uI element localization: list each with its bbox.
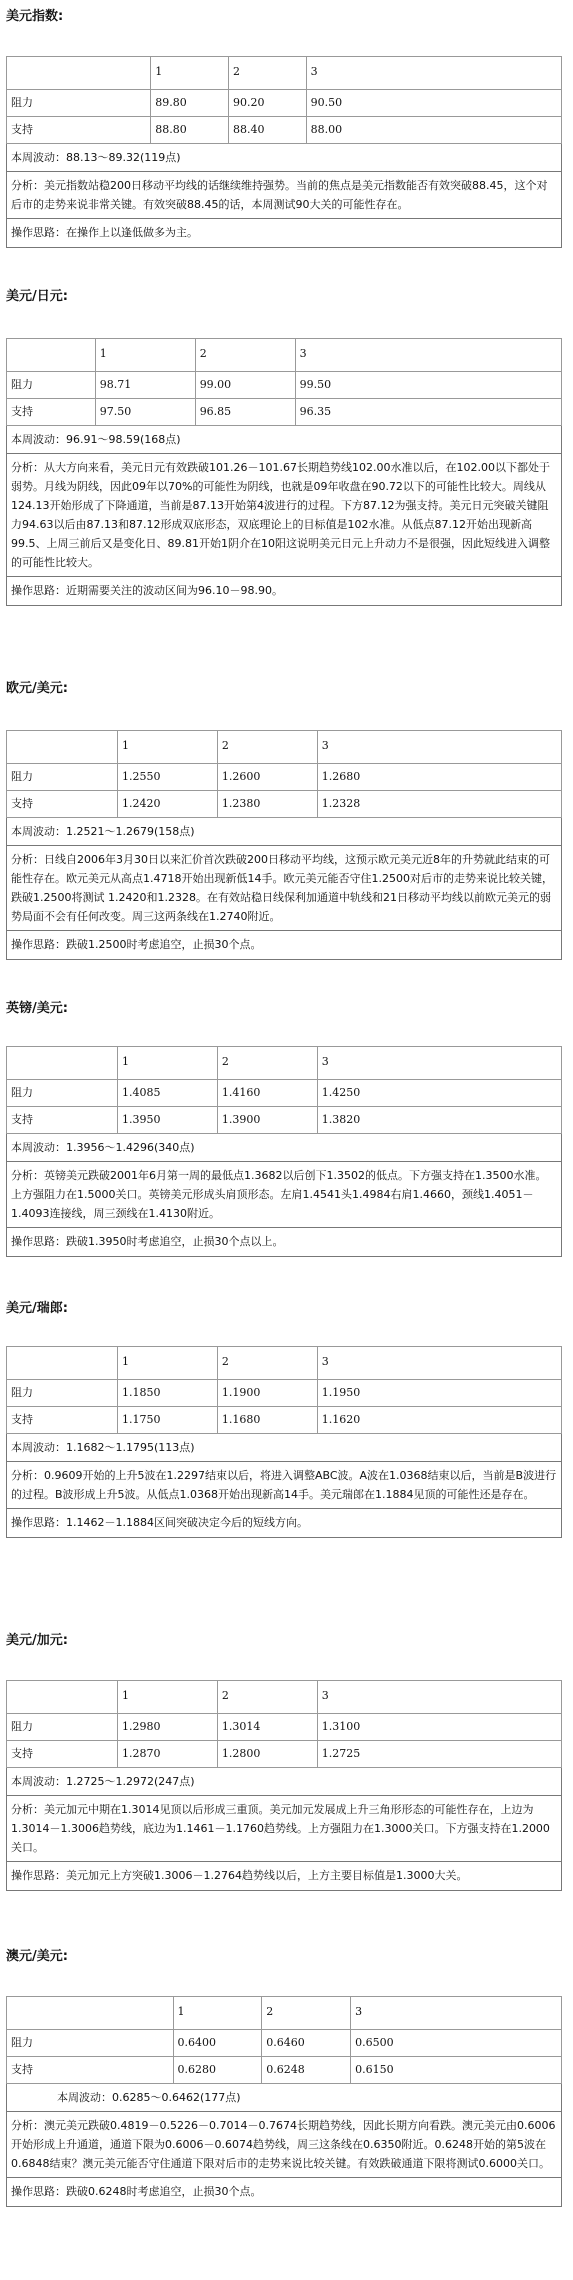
level-value: 96.35 bbox=[295, 399, 561, 426]
col-header-1: 1 bbox=[118, 1347, 218, 1380]
level-value: 1.2328 bbox=[317, 791, 561, 818]
level-value: 1.1750 bbox=[118, 1407, 218, 1434]
weekly-range: 本周波动：1.2725～1.2972(247点) bbox=[6, 1768, 562, 1796]
table-header-row bbox=[7, 339, 562, 372]
level-value: 1.1620 bbox=[317, 1407, 561, 1434]
levels-table bbox=[6, 1346, 562, 1434]
header-blank bbox=[7, 1997, 174, 2030]
col-header-2: 2 bbox=[217, 1347, 317, 1380]
level-value: 1.2550 bbox=[118, 764, 218, 791]
level-value: 99.50 bbox=[295, 372, 561, 399]
level-value: 1.2870 bbox=[118, 1741, 218, 1768]
analysis-text: 分析：美元加元中期在1.3014见顶以后形成三重顶。美元加元发展成上升三角形形态的可能性存在，上边为1.3014－1.3006趋势线，底边为1.1461－1.1760趋势线。上方强阻力在1.3000关口。下方强支持在1.2000关口。 bbox=[6, 1796, 562, 1862]
header-blank bbox=[7, 339, 96, 372]
table-header-row bbox=[7, 731, 562, 764]
section-title: 澳元/美元: bbox=[6, 1949, 68, 1964]
resistance-row bbox=[7, 2030, 562, 2057]
col-header-1: 1 bbox=[95, 339, 195, 372]
support-row bbox=[7, 2057, 562, 2084]
section-usd-index bbox=[6, 8, 562, 248]
analysis-text: 分析：美元指数站稳200日移动平均线的话继续维持强势。当前的焦点是美元指数能否有效突破88.45，这个对后市的走势来说非常关键。有效突破88.45的话，本周测试90大关的可能性存在。 bbox=[6, 172, 562, 219]
level-value: 1.2680 bbox=[317, 764, 561, 791]
col-header-2: 2 bbox=[217, 1681, 317, 1714]
col-header-2: 2 bbox=[217, 731, 317, 764]
header-blank bbox=[7, 1681, 118, 1714]
col-header-3: 3 bbox=[317, 1347, 561, 1380]
analysis-text: 分析：从大方向来看，美元日元有效跌破101.26－101.67长期趋势线102.00水准以后，在102.00以下都处于弱势。月线为阴线，因此09年以70%的可能性为阴线，也就是09年收盘在90.72以下的可能性比较大。周线从124.13开始形成了下降通道，当前是87.13开始第4波进行的过程。下方87.12为强支持。美元日元突破关键阻力94.63以后由87.13和87.12形成双底形态，双底理论上的目标值是102水准。从低点87.12开始出现新高99.5、上周三前后又是变化日、89.81开始1阴介在10阳这说明美元日元上升动力不是很强，因此短线进入调整的可能性比较大。 bbox=[6, 454, 562, 577]
level-value: 1.4160 bbox=[217, 1080, 317, 1107]
section-title: 欧元/美元: bbox=[6, 681, 68, 696]
level-value: 1.4085 bbox=[118, 1080, 218, 1107]
level-value: 0.6248 bbox=[262, 2057, 351, 2084]
table-header-row bbox=[7, 57, 562, 90]
col-header-2: 2 bbox=[195, 339, 295, 372]
col-header-3: 3 bbox=[317, 1047, 561, 1080]
resistance-row bbox=[7, 1380, 562, 1407]
level-value: 89.80 bbox=[151, 90, 229, 117]
row-label: 阻力 bbox=[7, 1080, 118, 1107]
weekly-range: 本周波动：88.13～89.32(119点) bbox=[6, 144, 562, 172]
analysis-text: 分析：0.9609开始的上升5波在1.2297结束以后，将进入调整ABC波。A波在1.0368结束以后，当前是B波进行的过程。B波形成上升5波。从低点1.0368开始出现新高14手。美元瑞郎在1.1884见顶的可能性还是存在。 bbox=[6, 1462, 562, 1509]
strategy-text: 操作思路：跌破0.6248时考虑追空，止损30个点。 bbox=[6, 2178, 562, 2207]
col-header-3: 3 bbox=[306, 57, 561, 90]
level-value: 90.50 bbox=[306, 90, 561, 117]
level-value: 88.40 bbox=[228, 117, 306, 144]
analysis-text: 分析：英镑美元跌破2001年6月第一周的最低点1.3682以后创下1.3502的低点。下方强支持在1.3500水准。上方强阻力在1.5000关口。英镑美元形成头肩顶形态。左肩1.4541头1.4984右肩1.4660，颈线1.4051－1.4093连接线，周三颈线在1.4130附近。 bbox=[6, 1162, 562, 1228]
level-value: 90.20 bbox=[228, 90, 306, 117]
level-value: 1.3900 bbox=[217, 1107, 317, 1134]
row-label: 支持 bbox=[7, 117, 151, 144]
level-value: 1.2725 bbox=[317, 1741, 561, 1768]
row-label: 阻力 bbox=[7, 1380, 118, 1407]
section-title: 美元指数: bbox=[6, 9, 64, 24]
level-value: 1.3820 bbox=[317, 1107, 561, 1134]
level-value: 1.2800 bbox=[217, 1741, 317, 1768]
table-header-row bbox=[7, 1681, 562, 1714]
weekly-range: 本周波动：1.1682～1.1795(113点) bbox=[6, 1434, 562, 1462]
level-value: 0.6150 bbox=[351, 2057, 562, 2084]
level-value: 1.3950 bbox=[118, 1107, 218, 1134]
support-row bbox=[7, 1107, 562, 1134]
levels-table bbox=[6, 1046, 562, 1134]
col-header-2: 2 bbox=[217, 1047, 317, 1080]
header-blank bbox=[7, 57, 151, 90]
section-usd-chf bbox=[6, 1300, 562, 1538]
level-value: 1.4250 bbox=[317, 1080, 561, 1107]
row-label: 阻力 bbox=[7, 764, 118, 791]
header-blank bbox=[7, 1347, 118, 1380]
strategy-text: 操作思路：1.1462－1.1884区间突破决定今后的短线方向。 bbox=[6, 1509, 562, 1538]
level-value: 1.2420 bbox=[118, 791, 218, 818]
section-aud-usd bbox=[6, 1948, 562, 2207]
level-value: 0.6460 bbox=[262, 2030, 351, 2057]
level-value: 96.85 bbox=[195, 399, 295, 426]
level-value: 1.1900 bbox=[217, 1380, 317, 1407]
level-value: 97.50 bbox=[95, 399, 195, 426]
header-blank bbox=[7, 731, 118, 764]
section-usd-cad bbox=[6, 1632, 562, 1891]
level-value: 0.6400 bbox=[173, 2030, 262, 2057]
section-eur-usd bbox=[6, 680, 562, 960]
col-header-1: 1 bbox=[118, 731, 218, 764]
row-label: 支持 bbox=[7, 2057, 174, 2084]
resistance-row bbox=[7, 90, 562, 117]
support-row bbox=[7, 1741, 562, 1768]
analysis-text: 分析：澳元美元跌破0.4819－0.5226－0.7014－0.7674长期趋势线，因此长期方向看跌。澳元美元由0.6006开始形成上升通道，通道下限为0.6006－0.6074趋势线，周三这条线在0.6350附近。0.6248开始的第5波在0.6848结束？澳元美元能否守住通道下限对后市的走势来说比较关键。有效跌破通道下限将测试0.6000关口。 bbox=[6, 2112, 562, 2178]
weekly-range: 本周波动：0.6285～0.6462(177点) bbox=[6, 2084, 562, 2112]
col-header-3: 3 bbox=[317, 1681, 561, 1714]
row-label: 支持 bbox=[7, 1107, 118, 1134]
strategy-text: 操作思路：在操作上以逢低做多为主。 bbox=[6, 219, 562, 248]
resistance-row bbox=[7, 764, 562, 791]
weekly-range: 本周波动：1.3956～1.4296(340点) bbox=[6, 1134, 562, 1162]
strategy-text: 操作思路：美元加元上方突破1.3006－1.2764趋势线以后，上方主要目标值是1.3000大关。 bbox=[6, 1862, 562, 1891]
section-title: 美元/日元: bbox=[6, 289, 68, 304]
col-header-1: 1 bbox=[118, 1047, 218, 1080]
support-row bbox=[7, 1407, 562, 1434]
section-usd-jpy bbox=[6, 288, 562, 606]
strategy-text: 操作思路：跌破1.2500时考虑追空，止损30个点。 bbox=[6, 931, 562, 960]
row-label: 支持 bbox=[7, 1407, 118, 1434]
level-value: 1.3100 bbox=[317, 1714, 561, 1741]
col-header-1: 1 bbox=[118, 1681, 218, 1714]
level-value: 1.2600 bbox=[217, 764, 317, 791]
level-value: 1.1950 bbox=[317, 1380, 561, 1407]
strategy-text: 操作思路：近期需要关注的波动区间为96.10－98.90。 bbox=[6, 577, 562, 606]
section-title: 美元/加元: bbox=[6, 1633, 68, 1648]
col-header-3: 3 bbox=[351, 1997, 562, 2030]
row-label: 支持 bbox=[7, 791, 118, 818]
level-value: 1.2380 bbox=[217, 791, 317, 818]
level-value: 98.71 bbox=[95, 372, 195, 399]
col-header-2: 2 bbox=[262, 1997, 351, 2030]
row-label: 阻力 bbox=[7, 372, 96, 399]
level-value: 1.3014 bbox=[217, 1714, 317, 1741]
row-label: 阻力 bbox=[7, 2030, 174, 2057]
levels-table bbox=[6, 1996, 562, 2084]
resistance-row bbox=[7, 1714, 562, 1741]
col-header-3: 3 bbox=[317, 731, 561, 764]
weekly-range: 本周波动：96.91～98.59(168点) bbox=[6, 426, 562, 454]
levels-table bbox=[6, 730, 562, 818]
level-value: 88.80 bbox=[151, 117, 229, 144]
level-value: 1.1850 bbox=[118, 1380, 218, 1407]
analysis-text: 分析：日线自2006年3月30日以来汇价首次跌破200日移动平均线，这预示欧元美元近8年的升势就此结束的可能性存在。欧元美元从高点1.4718开始出现新低14手。欧元美元能否守住1.2500对后市的走势来说比较关键，跌破1.2500将测试 1.2420和1.2328。在有效站稳日线保利加通道中轨线和21日移动平均线以前欧元美元的弱势局面不会有任何改变。周三这两条线在1.2740附近。 bbox=[6, 846, 562, 931]
support-row bbox=[7, 791, 562, 818]
table-header-row bbox=[7, 1347, 562, 1380]
strategy-text: 操作思路：跌破1.3950时考虑追空，止损30个点以上。 bbox=[6, 1228, 562, 1257]
table-header-row bbox=[7, 1047, 562, 1080]
levels-table bbox=[6, 338, 562, 426]
level-value: 1.1680 bbox=[217, 1407, 317, 1434]
level-value: 88.00 bbox=[306, 117, 561, 144]
resistance-row bbox=[7, 372, 562, 399]
section-gbp-usd bbox=[6, 1000, 562, 1257]
section-title: 美元/瑞郎: bbox=[6, 1301, 68, 1316]
row-label: 阻力 bbox=[7, 90, 151, 117]
level-value: 0.6280 bbox=[173, 2057, 262, 2084]
support-row bbox=[7, 117, 562, 144]
row-label: 支持 bbox=[7, 399, 96, 426]
table-header-row bbox=[7, 1997, 562, 2030]
col-header-1: 1 bbox=[173, 1997, 262, 2030]
level-value: 99.00 bbox=[195, 372, 295, 399]
levels-table bbox=[6, 1680, 562, 1768]
col-header-3: 3 bbox=[295, 339, 561, 372]
level-value: 1.2980 bbox=[118, 1714, 218, 1741]
weekly-range: 本周波动：1.2521～1.2679(158点) bbox=[6, 818, 562, 846]
support-row bbox=[7, 399, 562, 426]
resistance-row bbox=[7, 1080, 562, 1107]
row-label: 支持 bbox=[7, 1741, 118, 1768]
col-header-1: 1 bbox=[151, 57, 229, 90]
col-header-2: 2 bbox=[228, 57, 306, 90]
header-blank bbox=[7, 1047, 118, 1080]
section-title: 英镑/美元: bbox=[6, 1001, 68, 1016]
levels-table bbox=[6, 56, 562, 144]
level-value: 0.6500 bbox=[351, 2030, 562, 2057]
row-label: 阻力 bbox=[7, 1714, 118, 1741]
